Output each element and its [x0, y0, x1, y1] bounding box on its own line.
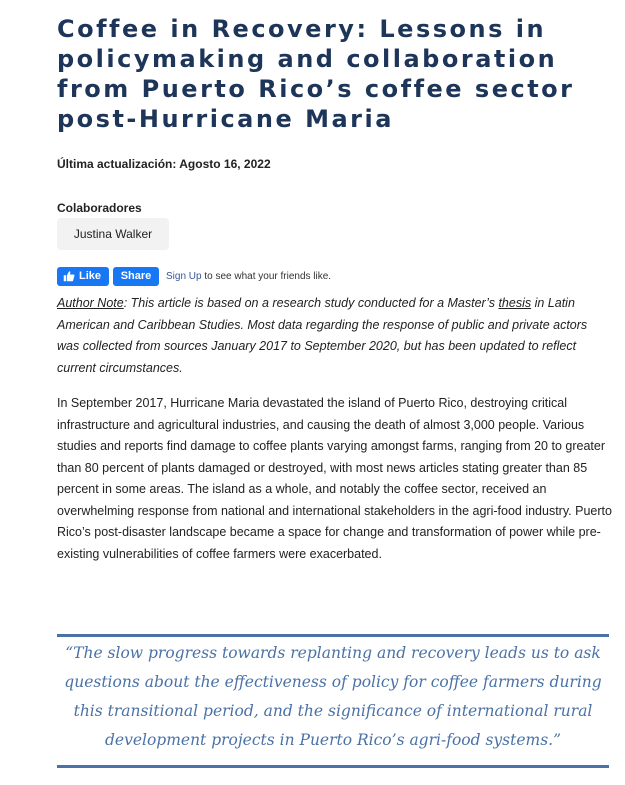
share-label: Share [120, 270, 152, 282]
author-note-label: Author Note [57, 296, 124, 310]
article-title: Coffee in Recovery: Lessons in policymaking and collaboration from Puerto Rico’s coffee sector post-Hurricane Maria [57, 15, 575, 133]
facebook-widget [57, 266, 331, 286]
thumbs-up-icon [63, 270, 75, 282]
body-paragraph: In September 2017, Hurricane Maria devastated the island of Puerto Rico, destroying critical infrastructure and agricultural industries, and causing the death of almost 3,000 people. Various studies and reports find damage to coffee plants varying amongst farms, ranging from 20 to greater than 80 percent of plants damaged or destroyed, with most news articles stating greater than 85 percent in some areas. The island as a whole, and notably the coffee sector, received an overwhelming response from national and international stakeholders in the agri-food industry. Puerto Rico’s post-disaster landscape became a space for change and transformation of power while pre-existing vulnerabilities of coffee farmers were exacerbated. [57, 396, 612, 561]
author-note [57, 293, 612, 379]
quote-top-rule [57, 634, 609, 637]
like-label: Like [78, 270, 101, 282]
collaborator-chip[interactable] [57, 218, 169, 250]
author-note-text-before: : This article is based on a research study conducted for a Master’s [123, 296, 499, 310]
signup-suffix: to see what your friends like. [201, 270, 332, 282]
facebook-signup-text [166, 271, 331, 282]
quote-bottom-rule [57, 765, 609, 768]
thesis-link[interactable]: thesis [498, 296, 532, 310]
collaborators-label: Colaboradores [57, 201, 142, 215]
signup-link[interactable]: Sign Up [166, 270, 202, 282]
collaborator-name: Justina Walker [73, 227, 153, 241]
last-updated: Última actualización: Agosto 16, 2022 [57, 157, 271, 171]
author-note-text-after: in Latin American and Caribbean Studies. Most data regarding the response of public and private actors was collected from sources January 2017 to September 2020, but has been updated to reflect current circumstances. [57, 296, 588, 375]
facebook-share-button[interactable] [113, 267, 159, 286]
pull-quote: “The slow progress towards replanting and recovery leads us to ask questions about the effectiveness of policy for coffee farmers during this transitional period, and the significance of international rural development projects in Puerto Rico’s agri-food systems.” [64, 644, 602, 749]
facebook-like-button[interactable] [57, 267, 109, 286]
